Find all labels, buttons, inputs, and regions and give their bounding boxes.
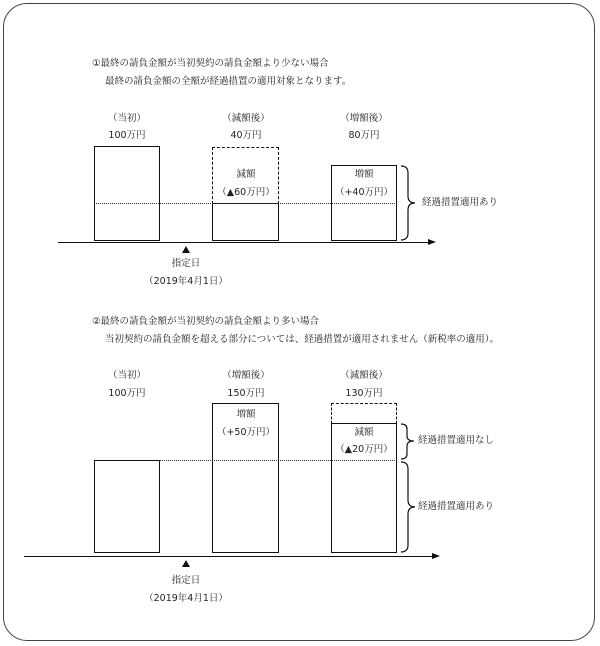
s1-col3-amount: 80万円: [348, 130, 380, 141]
s2-date-marker: [182, 560, 190, 567]
s1-brace: [400, 165, 420, 241]
s1-reduced-bar: [212, 203, 279, 241]
s1-initial-bar: [94, 146, 160, 241]
s1-col2-label: （減額後）: [222, 113, 270, 124]
s1-col3-inner-amount: （+40万円）: [334, 187, 394, 198]
s1-date-value: （2019年4月1日）: [144, 276, 228, 287]
s2-axis-arrowhead: [432, 553, 440, 559]
s2-lower-brace-label: 経過措置適用あり: [418, 501, 495, 512]
s1-initial-level-line: [94, 203, 397, 204]
s1-date-marker: [182, 246, 190, 253]
s2-date-label: 指定日: [171, 575, 201, 586]
s2-col3-inner-amount: （▲20万円）: [335, 444, 393, 455]
s2-col2-label: （増額後）: [222, 370, 270, 381]
s2-col3-label: （減額後）: [340, 370, 388, 381]
s2-col3-inner-label: 減額: [354, 427, 374, 438]
s1-col2-inner-amount: （▲60万円）: [217, 187, 275, 198]
s2-reduced-bar: [331, 423, 397, 553]
s2-reduction-dashed-box: [331, 403, 397, 424]
s1-col1-label: （当初）: [107, 113, 147, 124]
s2-initial-level-line: [160, 460, 397, 461]
section1-heading: ①最終の請負金額が当初契約の請負金額より少ない場合: [92, 58, 329, 69]
s2-col2-inner-label: 増額: [236, 409, 256, 420]
section2-subheading: 当初契約の請負金額を超える部分については、経過措置が適用されません（新税率の適用）。: [105, 334, 500, 345]
s2-lower-brace: [400, 461, 420, 553]
s2-time-axis: [24, 556, 434, 557]
section2-heading: ②最終の請負金額が当初契約の請負金額より多い場合: [92, 316, 320, 327]
s2-col1-label: （当初）: [107, 370, 147, 381]
s1-col3-label: （増額後）: [340, 113, 388, 124]
s1-axis-arrowhead: [428, 239, 436, 245]
s1-col1-amount: 100万円: [108, 130, 146, 141]
s2-upper-brace-label: 経過措置適用なし: [418, 435, 495, 446]
s1-time-axis: [58, 242, 430, 243]
s2-upper-brace: [400, 423, 420, 460]
s2-date-value: （2019年4月1日）: [144, 593, 228, 604]
s1-col2-inner-label: 減額: [236, 169, 256, 180]
s2-initial-bar: [94, 460, 160, 553]
s2-col1-amount: 100万円: [108, 388, 146, 399]
s2-col2-inner-amount: （+50万円）: [216, 427, 276, 438]
section1-subheading: 最終の請負金額の全額が経過措置の適用対象となります。: [105, 76, 352, 87]
s1-col3-inner-label: 増額: [354, 169, 374, 180]
s2-col3-amount: 130万円: [345, 388, 383, 399]
s2-increased-bar: [212, 403, 279, 553]
s1-col2-amount: 40万円: [230, 130, 262, 141]
s1-brace-label: 経過措置適用あり: [422, 197, 499, 208]
s2-col2-amount: 150万円: [227, 388, 265, 399]
s1-date-label: 指定日: [171, 258, 201, 269]
